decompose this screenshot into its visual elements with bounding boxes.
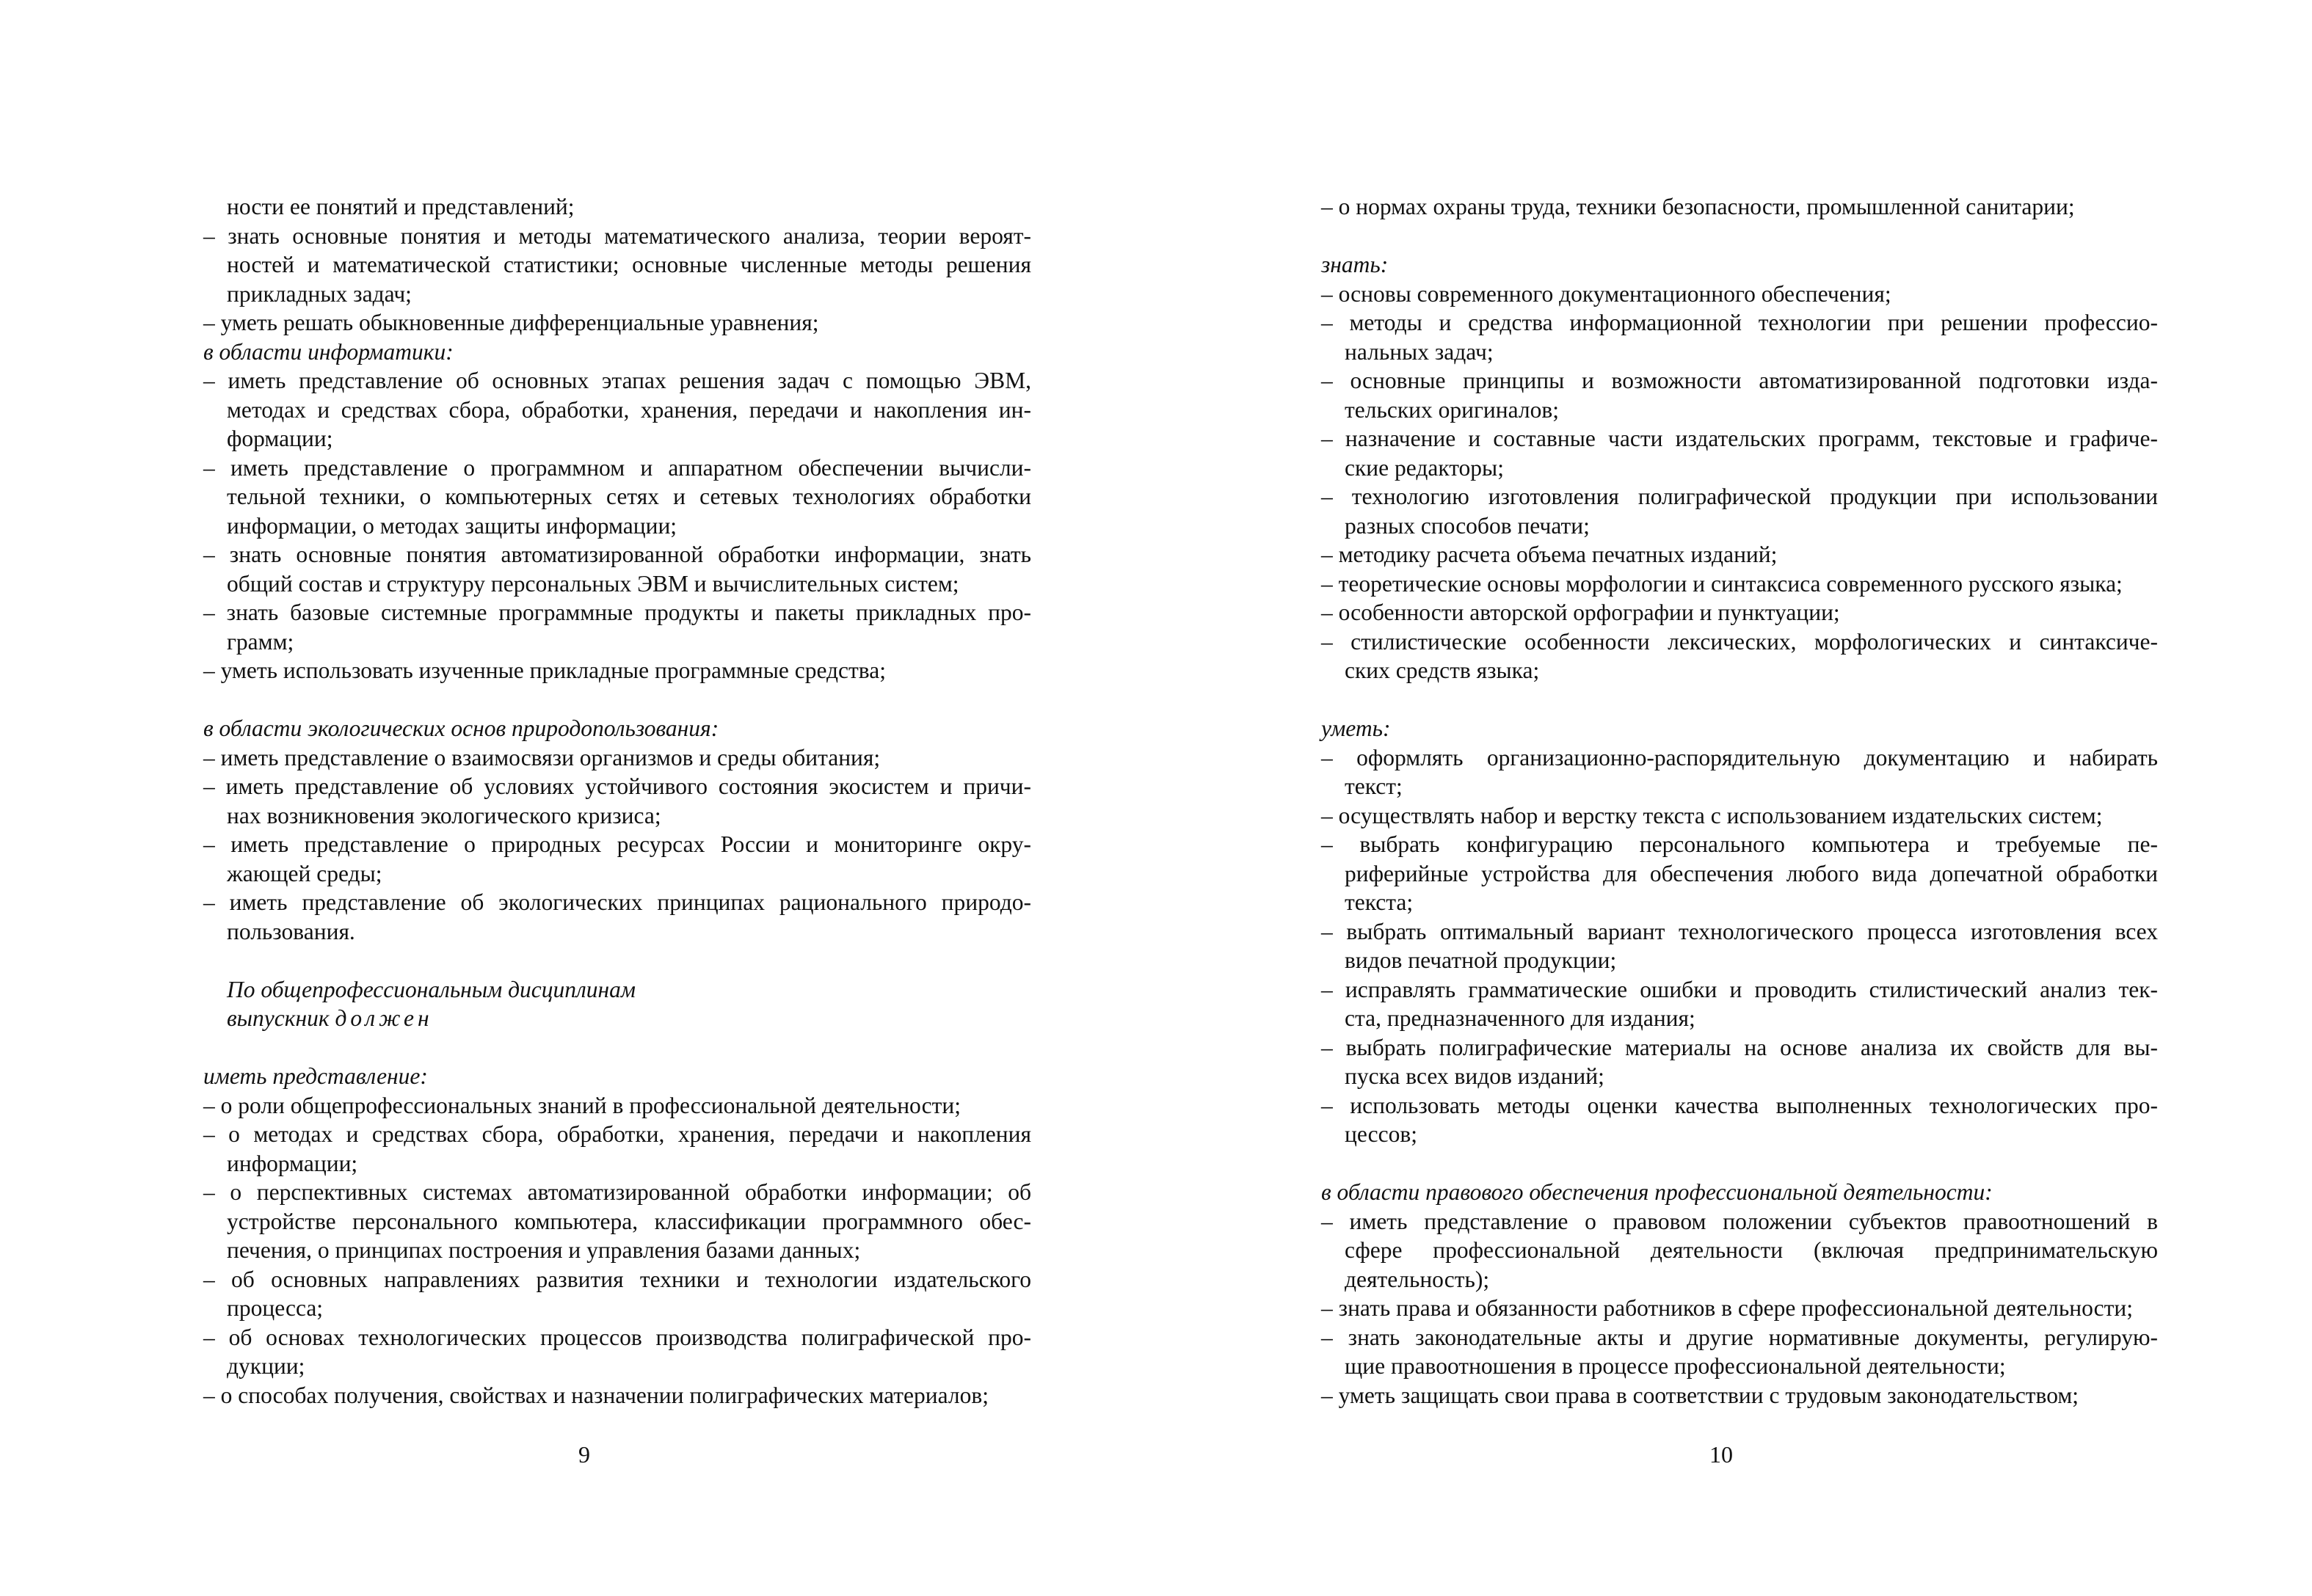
list-item: – знать права и обязанности работников в сфере профессиональной деятельности; (1321, 1295, 2133, 1321)
list-item: – особенности авторской орфографии и пунктуации; (1321, 600, 1840, 625)
text-line: общий состав и структуру персональных ЭВМ и вычислительных систем; (227, 570, 959, 597)
text-line: разных способов печати; (1345, 512, 1590, 539)
text-line: информации, о методах защиты информации; (227, 512, 677, 539)
list-item: – выбрать полиграфические материалы на основе анализа их свойств для вы- (1321, 1034, 2158, 1060)
list-item: – иметь представление о взаимосвязи организмов и среды обитания; (203, 744, 881, 770)
spacer (1321, 685, 2158, 715)
list-item: – знать законодательные акты и другие нормативные документы, регулирую- (1321, 1324, 2158, 1350)
text-line: цессов; (1345, 1121, 1417, 1147)
text-line: информации; (227, 1150, 358, 1176)
text-line: ностей и математической статистики; основные численные методы решения (227, 252, 1031, 277)
list-item: – иметь представление об экологических принципах рационального природо- (203, 889, 1031, 915)
text-line: риферийные устройства для обеспечения любого вида допечатной обработки (1345, 860, 2158, 886)
graduate-must-heading (203, 1004, 1031, 1033)
list-item: – выбрать конфигурацию персонального компьютера и требуемые пе- (1321, 831, 2158, 857)
list-item: – теоретические основы морфологии и синтаксиса современного русского языка; (1321, 570, 2123, 597)
spacer (203, 685, 1031, 715)
text-line: текст; (1345, 773, 1403, 799)
text-line: нах возникновения экологического кризиса; (227, 802, 661, 828)
text-line: формации; (227, 426, 333, 451)
text-line: устройстве персонального компьютера, классификации программного обес- (227, 1208, 1031, 1234)
left-page (203, 192, 1031, 1410)
text-line: тельских оригиналов; (1345, 396, 1559, 423)
list-item: – уметь защищать свои права в соответствии с трудовым законодательством; (1321, 1382, 2079, 1408)
list-item: – иметь представление о правовом положении субъектов правоотношений в (1321, 1208, 2158, 1234)
list-item: – основы современного документационного обеспечения; (1321, 280, 1891, 307)
list-item: – технологию изготовления полиграфической продукции при использовании (1321, 484, 2158, 509)
list-item: – об основных направлениях развития техники и технологии издательского (203, 1266, 1031, 1292)
list-item: – основные принципы и возможности автоматизированной подготовки изда- (1321, 368, 2158, 393)
list-item: – уметь решать обыкновенные дифференциальные уравнения; (203, 310, 819, 335)
list-item: – знать основные понятия автоматизированной обработки информации, знать (203, 542, 1031, 567)
text-line: печения, о принципах построения и управления базами данных; (227, 1237, 861, 1263)
text-line: жающей среды; (227, 860, 382, 886)
list-item: – исправлять грамматические ошибки и проводить стилистический анализ тек- (1321, 976, 2158, 1002)
text-line: нальных задач; (1345, 338, 1494, 365)
list-item: – оформлять организационно-распорядительную документацию и набирать (1321, 744, 2158, 770)
text-line: дукции; (227, 1353, 305, 1379)
page-number-right: 10 (1709, 1441, 1733, 1468)
list-item: – методы и средства информационной технологии при решении профессио- (1321, 310, 2158, 335)
section-heading-ecology: в области экологических основ природопользования: (203, 715, 719, 741)
list-item: – иметь представление об условиях устойчивого состояния экосистем и причи- (203, 773, 1031, 799)
text-line: ста, предназначенного для издания; (1345, 1005, 1695, 1031)
list-item: – о роли общепрофессиональных знаний в профессиональной деятельности; (203, 1092, 961, 1118)
text-line: щие правоотношения в процессе профессиональной деятельности; (1345, 1353, 2006, 1379)
text-line: видов печатной продукции; (1345, 947, 1617, 973)
text-line: деятельность); (1345, 1266, 1490, 1292)
general-disciplines-heading: По общепрофессиональным дисциплинам (227, 976, 636, 1002)
list-item: – иметь представление об основных этапах решения задач с помощью ЭВМ, (203, 368, 1031, 393)
text-line: пуска всех видов изданий; (1345, 1063, 1604, 1089)
list-item: – о нормах охраны труда, техники безопасности, промышленной санитарии; (1321, 194, 2075, 219)
text-line: пользования. (227, 918, 355, 944)
list-item: – методику расчета объема печатных изданий; (1321, 542, 1778, 567)
spacer (203, 1033, 1031, 1063)
list-item: – использовать методы оценки качества выполненных технологических про- (1321, 1092, 2158, 1118)
spacer (203, 946, 1031, 975)
text-line: процесса; (227, 1295, 324, 1321)
text-line: грамм; (227, 628, 294, 655)
list-item: – осуществлять набор и верстку текста с использованием издательских систем; (1321, 802, 2103, 828)
section-heading-legal: в области правового обеспечения профессиональной деятельности: (1321, 1179, 1993, 1205)
section-heading-have-idea: иметь представление: (203, 1063, 428, 1089)
list-item: – о перспективных системах автоматизированной обработки информации; об (203, 1179, 1031, 1205)
list-item: – назначение и составные части издательских программ, текстовые и графиче- (1321, 426, 2158, 451)
list-item: – стилистические особенности лексических, морфологических и синтаксиче- (1321, 628, 2158, 655)
list-item: – выбрать оптимальный вариант технологического процесса изготовления всех (1321, 918, 2158, 944)
text-line: методах и средствах сбора, обработки, хранения, передачи и накопления ин- (227, 396, 1031, 423)
text-line: текста; (1345, 889, 1414, 915)
spacer (1321, 222, 2158, 251)
spacer (1321, 1149, 2158, 1178)
list-item: – знать базовые системные программные продукты и пакеты прикладных про- (203, 600, 1031, 625)
text-line: ские редакторы; (1345, 454, 1504, 481)
text-line: тельной техники, о компьютерных сетях и сетевых технологиях обработки (227, 484, 1031, 509)
graduate-label: выпускник (227, 1005, 330, 1031)
list-item: – о способах получения, свойствах и назначении полиграфических материалов; (203, 1382, 989, 1408)
list-item: – знать основные понятия и методы математического анализа, теории вероят- (203, 222, 1031, 249)
list-item: – иметь представление о природных ресурсах России и мониторинге окру- (203, 831, 1031, 857)
text-line: сфере профессиональной деятельности (включая предпринимательскую (1345, 1237, 2158, 1263)
text-line: прикладных задач; (227, 280, 412, 307)
list-item: – об основах технологических процессов производства полиграфической про- (203, 1324, 1031, 1350)
section-heading-be-able: уметь: (1321, 715, 1391, 741)
section-heading-informatics: в области информатики: (203, 338, 454, 365)
must-label: должен (335, 1005, 433, 1031)
right-page (1321, 192, 2158, 1410)
text-line: ности ее понятий и представлений; (227, 194, 575, 219)
list-item: – иметь представление о программном и аппаратном обеспечении вычисли- (203, 454, 1031, 481)
page-number-left: 9 (578, 1441, 590, 1468)
list-item: – уметь использовать изученные прикладные программные средства; (203, 657, 886, 683)
list-item: – о методах и средствах сбора, обработки, хранения, передачи и накопления (203, 1121, 1031, 1147)
section-heading-know: знать: (1321, 252, 1389, 277)
text-line: ских средств языка; (1345, 657, 1540, 683)
